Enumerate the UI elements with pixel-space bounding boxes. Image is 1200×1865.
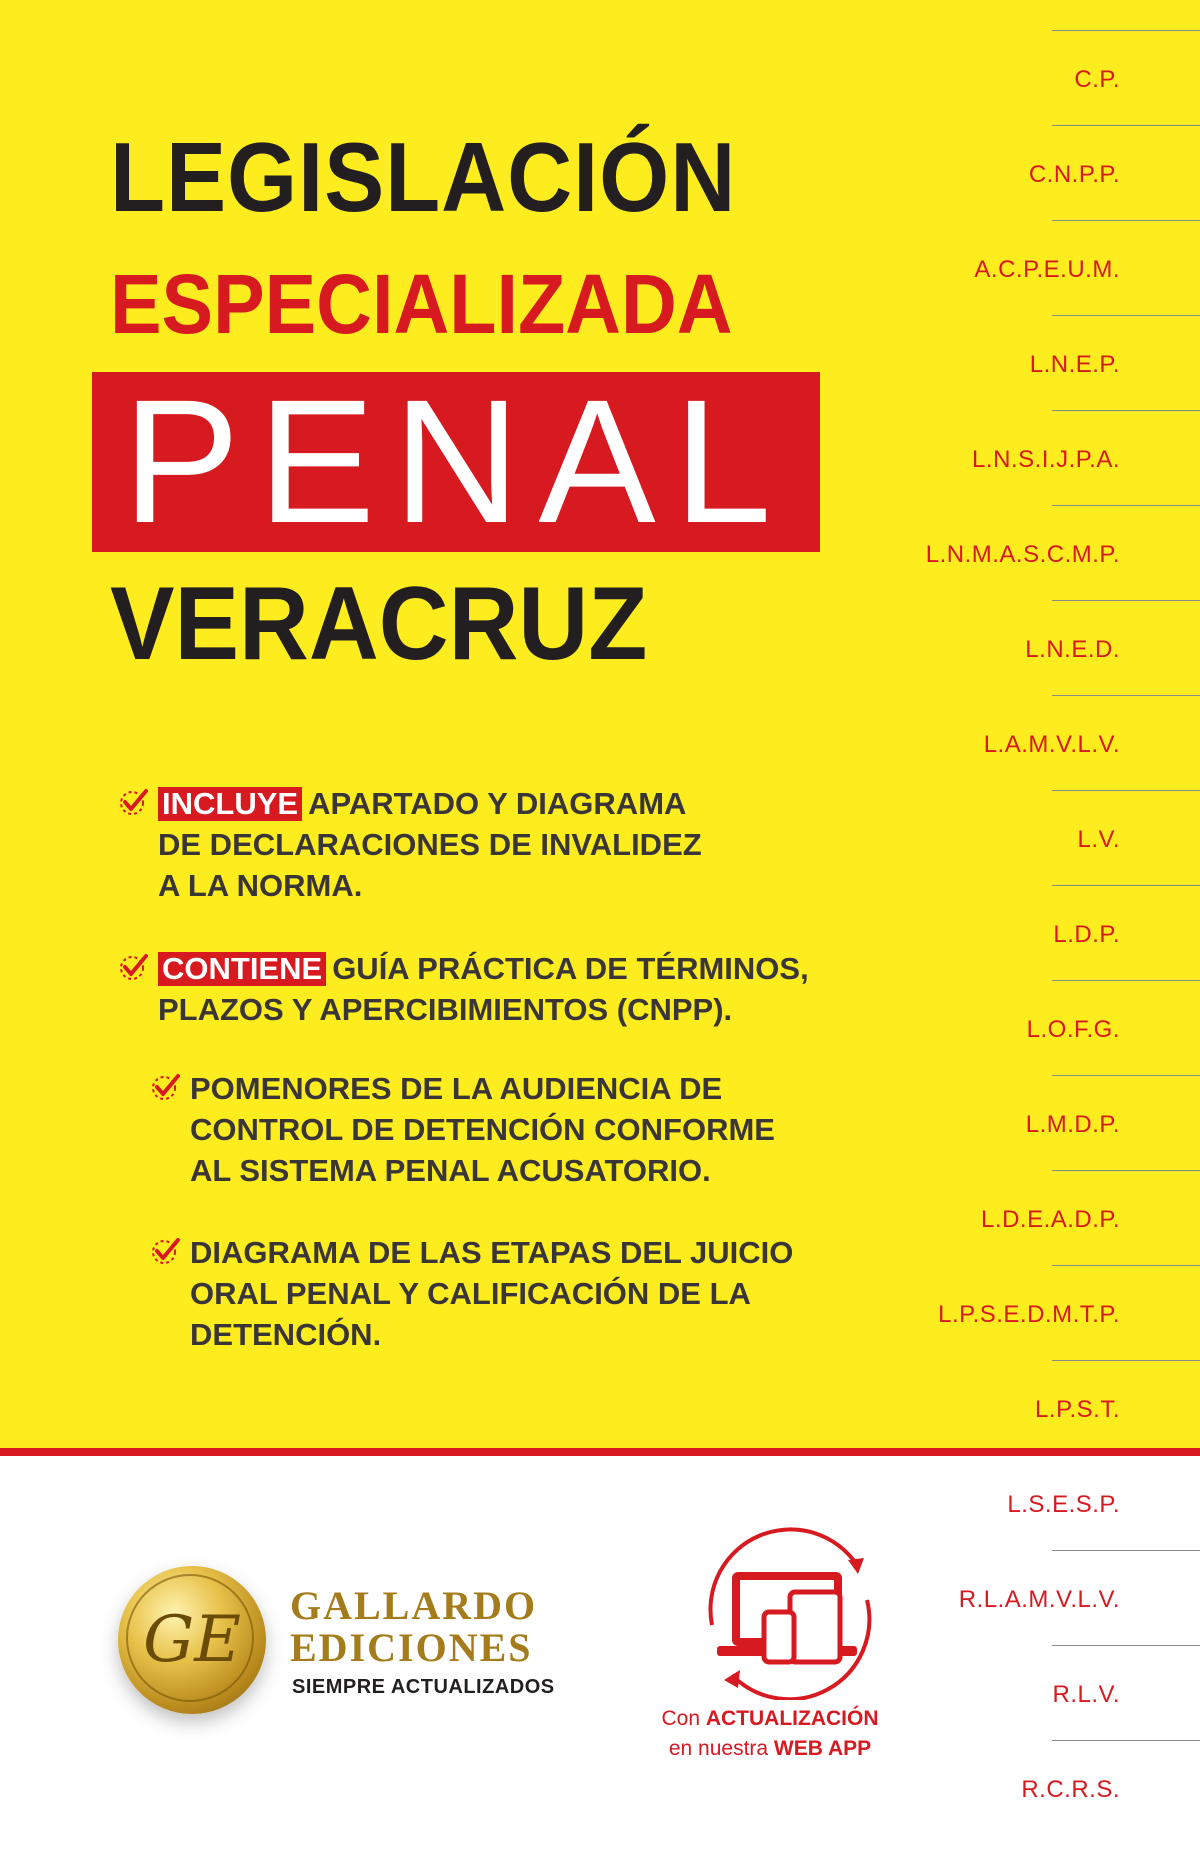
tab-divider <box>1052 695 1200 696</box>
tab-item: L.N.E.D. <box>1025 636 1120 663</box>
tab-item: L.P.S.T. <box>1035 1396 1120 1423</box>
tab-divider <box>1052 505 1200 506</box>
publisher-name-line2: EDICIONES <box>290 1625 533 1670</box>
tab-item: R.C.R.S. <box>1021 1776 1120 1803</box>
tab-item: L.M.D.P. <box>1025 1111 1120 1138</box>
tab-divider <box>1052 790 1200 791</box>
feature-audiencia: POMENORES DE LA AUDIENCIA DE CONTROL DE DETENCIÓN CONFORME AL SISTEMA PENAL ACUSATORIO. <box>190 1071 775 1188</box>
title-veracruz: VERACRUZ <box>110 566 648 682</box>
tab-item: L.N.M.A.S.C.M.P. <box>925 541 1120 568</box>
title-penal: PENAL <box>122 364 790 560</box>
feature-incluye: INCLUYE APARTADO Y DIAGRAMA DE DECLARACIONES DE INVALIDEZ A LA NORMA. <box>158 786 702 903</box>
feature-contiene: CONTIENE GUÍA PRÁCTICA DE TÉRMINOS, PLAZOS Y APERCIBIMIENTOS (CNPP). <box>158 951 809 1027</box>
tab-item: L.A.M.V.L.V. <box>983 731 1120 758</box>
tab-divider <box>1052 1645 1200 1646</box>
publisher-tagline: SIEMPRE ACTUALIZADOS <box>292 1676 555 1698</box>
tab-item: L.O.F.G. <box>1026 1016 1120 1043</box>
penal-banner <box>92 364 820 560</box>
tab-item: C.N.P.P. <box>1028 161 1120 188</box>
tab-item: L.S.E.S.P. <box>1007 1491 1120 1518</box>
devices-sync-icon <box>672 1520 902 1700</box>
webapp-line2: en nuestra WEB APP <box>668 1737 872 1760</box>
badge-incluye: INCLUYE <box>158 787 302 821</box>
webapp-line1: Con ACTUALIZACIÓN <box>661 1707 879 1730</box>
tab-divider <box>1052 1740 1200 1741</box>
check-icon <box>118 951 150 983</box>
publisher-name-line1: GALLARDO <box>290 1583 538 1628</box>
title-legislacion: LEGISLACIÓN <box>110 122 737 232</box>
tab-divider <box>1052 1265 1200 1266</box>
tab-divider <box>1052 125 1200 126</box>
tab-item: L.D.P. <box>1053 921 1120 948</box>
check-icon <box>118 786 150 818</box>
tab-item: L.N.E.P. <box>1029 351 1120 378</box>
badge-contiene: CONTIENE <box>158 952 326 986</box>
tab-item: C.P. <box>1074 66 1120 93</box>
check-icon <box>150 1071 182 1103</box>
tab-item: L.V. <box>1077 826 1120 853</box>
tab-item: L.D.E.A.D.P. <box>981 1206 1120 1233</box>
tab-item: R.L.V. <box>1052 1681 1120 1708</box>
feature-diagrama: DIAGRAMA DE LAS ETAPAS DEL JUICIO ORAL PENAL Y CALIFICACIÓN DE LA DETENCIÓN. <box>190 1235 794 1352</box>
tab-item: L.N.S.I.J.P.A. <box>972 446 1120 473</box>
tab-divider <box>1052 885 1200 886</box>
tab-item: R.L.A.M.V.L.V. <box>958 1586 1120 1613</box>
check-icon <box>150 1235 182 1267</box>
tab-divider <box>1052 315 1200 316</box>
publisher-logo <box>118 1566 266 1714</box>
tab-divider <box>1052 1360 1200 1361</box>
tab-divider <box>1052 410 1200 411</box>
tab-item: L.P.S.E.D.M.T.P. <box>938 1301 1120 1328</box>
tab-divider <box>1052 980 1200 981</box>
tab-divider <box>1052 1075 1200 1076</box>
tab-divider <box>1052 1170 1200 1171</box>
tab-item: A.C.P.E.U.M. <box>974 256 1120 283</box>
tab-divider <box>1052 1550 1200 1551</box>
tab-divider <box>1052 220 1200 221</box>
title-especializada: ESPECIALIZADA <box>110 257 733 351</box>
tab-divider <box>1052 30 1200 31</box>
tab-divider <box>1052 600 1200 601</box>
logo-monogram: GE <box>143 1603 241 1677</box>
